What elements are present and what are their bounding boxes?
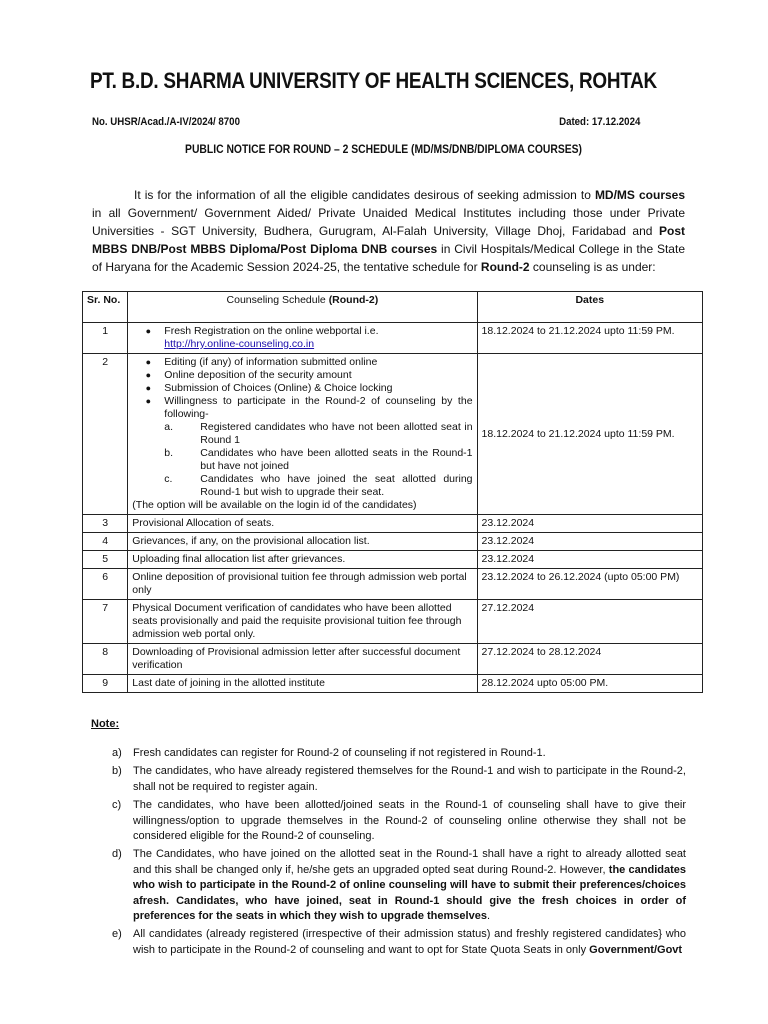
intro-bold-2: Post MBBS DNB/Post MBBS Diploma/Post Diploma DNB courses xyxy=(92,224,685,256)
bullet-icon: ● xyxy=(145,370,151,380)
note-text: The candidates, who have been allotted/joined seats in the Round-1 of counseling shall have to give their willingness/option to upgrade themselves in the Round-2 of counseling online otherwise they shall not be considered eligible for the Round-2 of counseling. xyxy=(133,799,686,843)
sub-text: Candidates who have been allotted seats in the Round-1 but have not joined xyxy=(200,447,473,472)
table-header-row xyxy=(83,292,703,323)
bullet-text: Online deposition of the security amount xyxy=(164,369,352,381)
bullet-icon: ● xyxy=(145,357,151,367)
subject-text: PUBLIC NOTICE FOR ROUND – 2 SCHEDULE (MD/MS/DNB/DIPLOMA COURSES) xyxy=(185,144,583,156)
bullet-text: Fresh Registration on the online webportal i.e. xyxy=(164,325,379,337)
row-schedule: Downloading of Provisional admission letter after successful document verification xyxy=(128,644,477,675)
schedule-table xyxy=(82,291,703,693)
table-row xyxy=(83,551,703,569)
row-date: 23.12.2024 xyxy=(477,533,702,551)
header-sr-no: Sr. No. xyxy=(83,292,128,323)
bullet-icon: ● xyxy=(145,326,151,336)
row-date: 23.12.2024 xyxy=(477,551,702,569)
notes-list xyxy=(112,746,686,961)
sub-item xyxy=(132,447,472,473)
row-schedule xyxy=(128,323,477,354)
header-schedule-text: Counseling Schedule xyxy=(226,294,329,306)
row-sr: 6 xyxy=(83,569,128,600)
sub-letter: b. xyxy=(164,447,174,459)
note-text-plain: The Candidates, who have joined on the allotted seat in the Round-1 shall have a right to already allotted seat and this shall be changed only if, he/she gets an upgraded opted seat during Round-2. However, xyxy=(133,848,686,876)
note-item xyxy=(112,927,686,958)
note-letter: a) xyxy=(112,747,122,759)
sub-text: Candidates who have joined the seat allotted during Round-1 but wish to upgrade their seat. xyxy=(200,473,473,498)
note-letter: c) xyxy=(112,799,122,812)
note-text-bold: the candidates who wish to participate in the Round-2 of online counseling will have to submit their preferences/choices afresh. Candidates, who have joined, seat in Round-1 should give the fresh choices in order of preferences for the seats in which they wish to upgrade themselves xyxy=(133,863,686,923)
list-item xyxy=(132,356,472,369)
note-letter: b) xyxy=(112,765,122,778)
row-sr: 4 xyxy=(83,533,128,551)
schedule-rows xyxy=(83,515,703,693)
intro-text-4: counseling is as under: xyxy=(529,260,656,274)
header-schedule xyxy=(128,292,477,323)
list-item xyxy=(132,325,472,351)
table-row xyxy=(83,569,703,600)
row-sr: 9 xyxy=(83,675,128,693)
row-schedule: Last date of joining in the allotted institute xyxy=(128,675,477,693)
note-heading: Note: xyxy=(91,718,120,730)
sub-letter: a. xyxy=(164,421,174,433)
table-row xyxy=(83,354,703,515)
row-schedule xyxy=(128,354,477,515)
bullet-icon: ● xyxy=(145,383,151,393)
sub-letter: c. xyxy=(164,473,173,485)
row-sr: 5 xyxy=(83,551,128,569)
intro-text-3: in Civil Hospitals/Medical College in the State of Haryana for the Academic Session 2024-25, the tentative schedule for xyxy=(92,242,685,274)
row-date: 23.12.2024 to 26.12.2024 (upto 05:00 PM) xyxy=(477,569,702,600)
bullet-text: Editing (if any) of information submitted online xyxy=(164,356,378,368)
table-row xyxy=(83,600,703,644)
note-text-plain: All candidates (already registered (irrespective of their admission status) and freshly registered candidates} who wish to participate in the Round-2 of counseling and want to opt for State Quota Seats in only xyxy=(133,928,686,956)
row-date: 27.12.2024 to 28.12.2024 xyxy=(477,644,702,675)
list-item xyxy=(132,369,472,382)
row-schedule: Uploading final allocation list after grievances. xyxy=(128,551,477,569)
row-schedule: Online deposition of provisional tuition fee through admission web portal only xyxy=(128,569,477,600)
note-item xyxy=(112,847,686,924)
note-text xyxy=(133,927,686,958)
row-sr: 7 xyxy=(83,600,128,644)
note-text xyxy=(133,847,686,924)
intro-bold-1: MD/MS courses xyxy=(594,188,686,202)
note-item xyxy=(112,764,686,795)
list-item xyxy=(132,382,472,395)
university-title: PT. B.D. SHARMA UNIVERSITY OF HEALTH SCIENCES, ROHTAK xyxy=(90,68,657,93)
intro-paragraph xyxy=(92,186,685,276)
row-schedule: Provisional Allocation of seats. xyxy=(128,515,477,533)
row-sr: 2 xyxy=(83,354,128,515)
note-letter: d) xyxy=(112,848,122,861)
bullet-text: Submission of Choices (Online) & Choice locking xyxy=(164,382,393,394)
table-row xyxy=(83,515,703,533)
row-schedule: Grievances, if any, on the provisional allocation list. xyxy=(128,533,477,551)
row-date: 18.12.2024 to 21.12.2024 upto 11:59 PM. xyxy=(477,323,702,354)
intro-bold-3: Round-2 xyxy=(480,260,530,274)
note-item xyxy=(112,798,686,844)
note-item xyxy=(112,746,686,761)
header-schedule-round: (Round-2) xyxy=(328,294,379,306)
note-letter: e) xyxy=(112,928,122,941)
intro-text-1: It is for the information of all the eligible candidates desirous of seeking admission to xyxy=(134,188,595,202)
intro-text-2: in all Government/ Government Aided/ Private Unaided Medical Institutes including those under Private Universities - SGT University, Budhera, Gurugram, Al-Falah University, Village Dhoj, Faridabad and xyxy=(92,206,685,238)
sub-item xyxy=(132,421,472,447)
table-row xyxy=(83,533,703,551)
list-item xyxy=(132,395,472,421)
sub-item xyxy=(132,473,472,499)
reference-number: No. UHSR/Acad./A-IV/2024/ 8700 xyxy=(92,116,240,128)
note-text-bold: Government/Govt xyxy=(589,943,683,956)
note-text-end: . xyxy=(486,910,491,923)
bullet-icon: ● xyxy=(145,396,151,406)
row-date: 28.12.2024 upto 05:00 PM. xyxy=(477,675,702,693)
login-note: (The option will be available on the login id of the candidates) xyxy=(132,499,417,511)
counseling-portal-link[interactable]: http://hry.online-counseling.co.in xyxy=(164,338,315,350)
row-sr: 3 xyxy=(83,515,128,533)
table-row xyxy=(83,644,703,675)
row-date: 18.12.2024 to 21.12.2024 upto 11:59 PM. xyxy=(477,354,702,515)
header-dates: Dates xyxy=(477,292,702,323)
row-date: 27.12.2024 xyxy=(477,600,702,644)
note-text: The candidates, who have already registered themselves for the Round-1 and wish to participate in the Round-2, shall not be required to register again. xyxy=(133,765,686,793)
notice-subject xyxy=(0,144,768,156)
notice-date: Dated: 17.12.2024 xyxy=(558,116,640,128)
row-sr: 8 xyxy=(83,644,128,675)
row-schedule: Physical Document verification of candidates who have been allotted seats provisionally and paid the requisite provisional tuition fee through admission web portal only. xyxy=(128,600,477,644)
row-sr: 1 xyxy=(83,323,128,354)
note-text: Fresh candidates can register for Round-2 of counseling if not registered in Round-1. xyxy=(133,747,546,759)
table-row xyxy=(83,675,703,693)
row-date: 23.12.2024 xyxy=(477,515,702,533)
sub-text: Registered candidates who have not been allotted seat in Round 1 xyxy=(200,421,473,446)
bullet-text: Willingness to participate in the Round-2 of counseling by the following- xyxy=(164,395,473,420)
table-row xyxy=(83,323,703,354)
